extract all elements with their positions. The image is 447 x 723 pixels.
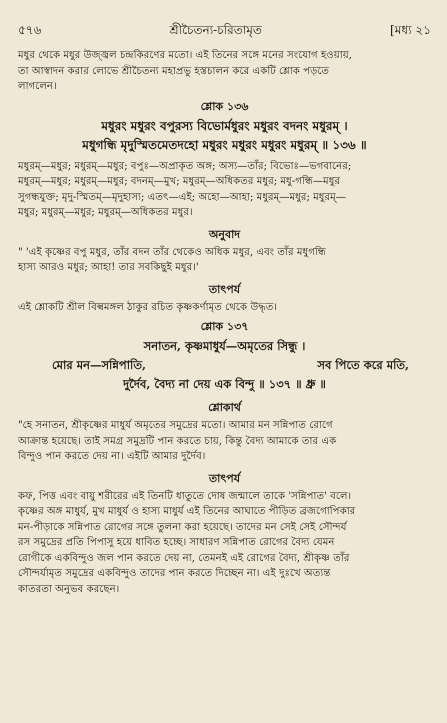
verse-137-heading: শ্লোক ১৩৭ xyxy=(200,320,249,333)
verse-137-line-2 xyxy=(18,356,431,375)
verse-136-line-1: মধুরং মধুরং বপুরস্য বিভোর্মধুরং মধুরং বদনং মধুরম্ । xyxy=(101,118,348,133)
verse-137-line-3: দুর্দৈব, বৈদ্য না দেয় এক বিন্দু ॥ ১৩৭ ॥ ধ্রু ॥ xyxy=(123,377,326,391)
running-title: শ্রীচৈতন্য-চরিতামৃত xyxy=(169,23,262,37)
synonyms-136: মধুরম্—মধুর; মধুরম্—মধুর; বপুঃ—অপ্রাকৃত অঙ্গ; অস্য—তাঁর; বিভোঃ—ভগবানের; মধুরম্—মধুর; মধুরম্—মধুর; বদনম্—মুখ; মধুরম্—অধিকতর মধুর; মধু-গন্ধি—মধুর সুগন্ধযুক্ত; মৃদু-স্মিতম্—মৃদুহাস্য; এতৎ—এই; অহো—আহা; মধুরম্—মধুর; মধুরম্— মধুর; মধুরম্—মধুর; মধুরম্—অধিকতর মধুর। xyxy=(18,160,352,218)
verse-137-line-2-left: মোর মন—সন্নিপাতি, xyxy=(52,358,146,372)
purport-136-heading: তাৎপর্য xyxy=(208,282,241,296)
verse-137-line-1: সনাতন, কৃষ্ণমাধুর্য—অমৃতের সিন্ধু । xyxy=(143,339,306,353)
purport-137-heading: তাৎপর্য xyxy=(208,471,241,485)
page-header xyxy=(18,22,431,38)
purport-136: এই শ্লোকটি শ্রীল বিল্বমঙ্গল ঠাকুর রচিত কৃষ্ণকর্ণামৃত থেকে উদ্ধৃত। xyxy=(18,301,278,313)
meaning-137-heading: শ্লোকার্থ xyxy=(208,401,241,414)
meaning-137: "হে সনাতন, শ্রীকৃষ্ণের মাধুর্য অমৃতের সমুদ্রের মতো। আমার মন সন্নিপাত রোগে আক্রান্ত হয়েছে। তাই সমগ্র সমুদ্রটি পান করতে চায়, কিন্তু বৈদ্য আমাকে তার এক বিন্দুও পান করতে দেয় না। এইটি আমার দুর্দৈব। xyxy=(18,420,337,462)
translation-136-heading: অনুবাদ xyxy=(208,227,241,241)
intro-paragraph: মধুর থেকে মধুর উজ্জ্বল চন্দ্রকিরণের মতো। এই তিনের সঙ্গে মনের সংযোগ হওয়ায়, তা আস্বাদন করার লোভে শ্রীচৈতন্য মহাপ্রভু হস্তচালন করে একটি শ্লোক পড়তে লাগলেন। xyxy=(18,50,352,92)
verse-136-line-2: মধুগন্ধি মৃদুস্মিতমেতদহো মধুরং মধুরং মধুরং মধুরম্ ॥ ১৩৬ ॥ xyxy=(82,137,367,152)
purport-137: কফ, পিত্ত এবং বায়ু শরীরের এই তিনটি ধাতুতে দোষ জন্মালে তাকে 'সন্নিপাত' বলে। কৃষ্ণের অঙ্গ মাধুর্য, মুখ মাধুর্য ও হাস্য মাধুর্য এই তিনের আঘাতে পীড়িত ব্রজগোপিকার মন-পীড়াকে সন্নিপাত রোগের সঙ্গে তুলনা করা হয়েছে। তাদের মন সেই সেই সৌন্দর্য রস সমুদ্রের প্রতি পিপাসু হয়ে ধাবিত হচ্ছে। সাধারণ সন্নিপাত রোগের বৈদ্য যেমন রোগীকে একবিন্দুও জল পান করতে দেয় না, তেমনই এই রোগের বৈদ্য, শ্রীকৃষ্ণ তাঁর সৌন্দর্যামৃত সমুদ্রের একবিন্দুও তাদের পান করতে দিচ্ছেন না। এই দুঃখে অত্যন্ত কাতরতা অনুভব করছেন। xyxy=(18,490,356,595)
translation-136: " 'এই কৃষ্ণের বপু মধুর, তাঁর বদন তাঁর থেকেও অধিক মধুর, এবং তাঁর মধুগন্ধি হাস্য আরও মধুর; আহা! তার সবকিছুই মধুর।' xyxy=(18,246,326,273)
page-number: ৫৭৬ xyxy=(18,23,42,37)
section-label: [মধ্য ২১ xyxy=(390,23,431,37)
verse-137-line-2-right: সব পিতে করে মতি, xyxy=(317,358,409,372)
verse-136-heading: শ্লোক ১৩৬ xyxy=(200,99,249,113)
